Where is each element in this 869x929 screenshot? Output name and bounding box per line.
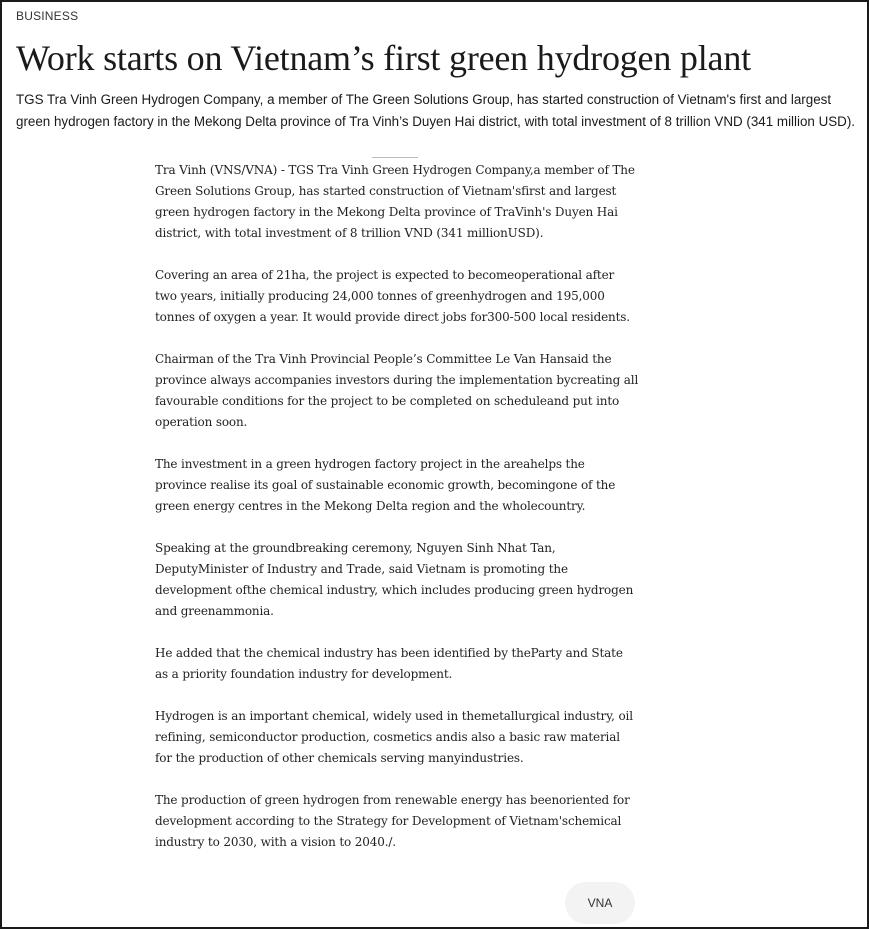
body-paragraph: The production of green hydrogen from renewable energy has beenoriented for development according to the Strategy for Development of Vietnam'schemical industry to 2030, with a vision to 2040./. bbox=[155, 793, 630, 849]
body-paragraph: The investment in a green hydrogen factory project in the areahelps the province realise its goal of sustainable economic growth, becomingone of the green energy centres in the Mekong Delta region and the wholecountry. bbox=[155, 457, 616, 513]
body-paragraph: Tra Vinh (VNS/VNA) - TGS Tra Vinh Green Hydrogen Company,a member of The Green Solutions Group, has started construction of Vietnam'sfirst and largest green hydrogen factory in the Mekong Delta province of TraVinh's Duyen Hai district, with total investment of 8 trillion VND (341 millionUSD). bbox=[155, 163, 635, 240]
image-caption-remnant bbox=[302, 139, 304, 148]
body-paragraph: Chairman of the Tra Vinh Provincial People’s Committee Le Van Hansaid the province always accompanies investors during the implementation bycreating all favourable conditions for the project to be completed on scheduleand put into operation soon. bbox=[155, 352, 639, 429]
body-paragraph: Covering an area of 21ha, the project is expected to becomeoperational after two years, initially producing 24,000 tonnes of greenhydrogen and 195,000 tonnes of oxygen a year. It would provide direct jobs for300-500 local residents. bbox=[155, 268, 630, 324]
article-headline: Work starts on Vietnam’s first green hydrogen plant bbox=[16, 38, 751, 78]
caption-divider bbox=[372, 157, 418, 158]
source-badge[interactable]: VNA bbox=[565, 882, 635, 924]
article-sapo: TGS Tra Vinh Green Hydrogen Company, a member of The Green Solutions Group, has started construction of Vietnam's first and largest green hydrogen factory in the Mekong Delta province of Tra Vinh’s Duyen Hai district, with total investment of 8 trillion VND (341 million USD). bbox=[16, 92, 856, 129]
body-paragraph: He added that the chemical industry has been identified by theParty and State as a priority foundation industry for development. bbox=[155, 646, 623, 681]
article-body bbox=[155, 160, 639, 874]
body-paragraph: Speaking at the groundbreaking ceremony, Nguyen Sinh Nhat Tan, DeputyMinister of Industry and Trade, said Vietnam is promoting the development ofthe chemical industry, which includes producing green hydrogen and greenammonia. bbox=[155, 541, 634, 618]
category-label[interactable]: BUSINESS bbox=[16, 9, 79, 23]
body-paragraph: Hydrogen is an important chemical, widely used in themetallurgical industry, oil refining, semiconductor production, cosmetics andis also a basic raw material for the production of other chemicals serving manyindustries. bbox=[155, 709, 633, 765]
